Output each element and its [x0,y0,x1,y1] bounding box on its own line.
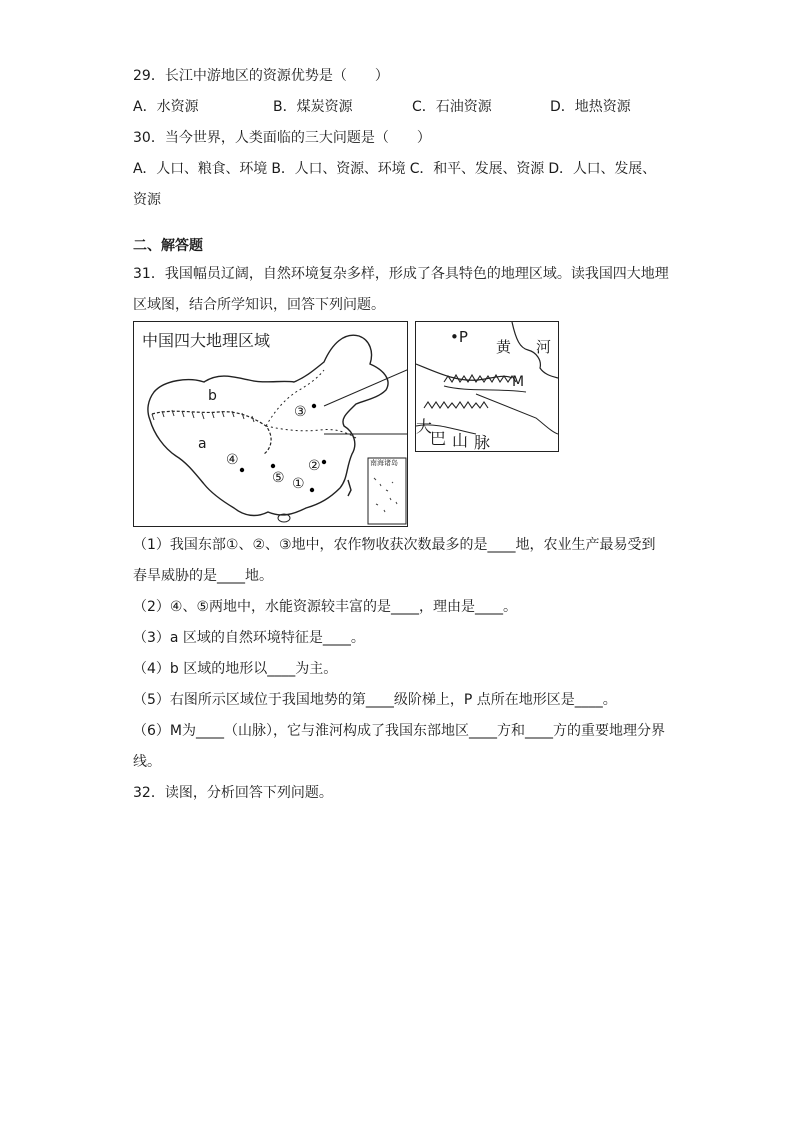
q31-sub4: （4）b 区域的地形以____为主。 [133,661,338,677]
daba-char-1: 大 [416,417,433,436]
daba-char-3: 山 [452,431,469,450]
region-a-label: a [198,436,207,452]
location-2-marker: ② [308,458,321,474]
region-b-label: b [208,388,217,404]
q31-sub1-line2: 春旱威胁的是____地。 [133,568,273,584]
he-label: 河 [536,338,552,356]
q29-options [133,97,653,117]
location-4-marker: ④ [226,452,239,468]
location-3-marker: ③ [294,404,307,420]
q29-option-a: A．水资源 [133,99,199,115]
q30-options-line2: 资源 [133,192,161,208]
q29-stem: 29．长江中游地区的资源优势是（ ） [133,68,389,84]
china-regions-map [133,321,408,527]
mountain-m-label: M [512,374,525,390]
q31-sub6-line1: （6）M为____（山脉），它与淮河构成了我国东部地区____方和____方的重要地理分界 [133,723,665,739]
location-5-marker: ⑤ [272,470,285,486]
china-outline-drawing [134,322,407,526]
q31-sub6-line2: 线。 [133,754,161,770]
daba-char-2: 巴 [430,429,447,448]
q31-sub3: （3）a 区域的自然环境特征是____。 [133,630,365,646]
q31-intro-line1: 31．我国幅员辽阔，自然环境复杂多样，形成了各具特色的地理区域。读我国四大地理 [133,266,669,282]
q31-sub1-line1: （1）我国东部①、②、③地中，农作物收获次数最多的是____地，农业生产最易受到 [133,537,656,553]
q29-option-b: B．煤炭资源 [273,99,353,115]
daba-char-4: 脉 [474,433,491,452]
q29-option-c: C．石油资源 [412,99,492,115]
zoomed-region-map [415,321,559,452]
q31-sub5: （5）右图所示区域位于我国地势的第____级阶梯上，P 点所在地形区是____。 [133,692,617,708]
point-p-label: •P [450,328,468,346]
q31-intro-line2: 区域图，结合所学知识，回答下列问题。 [133,297,385,313]
q30-stem: 30．当今世界，人类面临的三大问题是（ ） [133,130,431,146]
q30-options-line1: A．人口、粮食、环境 B．人口、资源、环境 C．和平、发展、资源 D．人口、发展、 [133,161,656,177]
q32-stem: 32．读图，分析回答下列问题。 [133,785,333,801]
south-sea-islands-label: 南海诸岛 [370,459,398,467]
huang-label: 黄 [496,338,512,356]
location-1-marker: ① [292,476,305,492]
q29-option-d: D．地热资源 [550,99,631,115]
map-title: 中国四大地理区域 [142,331,271,350]
q31-sub2: （2）④、⑤两地中，水能资源较丰富的是____，理由是____。 [133,599,518,615]
section-heading: 二、解答题 [133,238,203,254]
